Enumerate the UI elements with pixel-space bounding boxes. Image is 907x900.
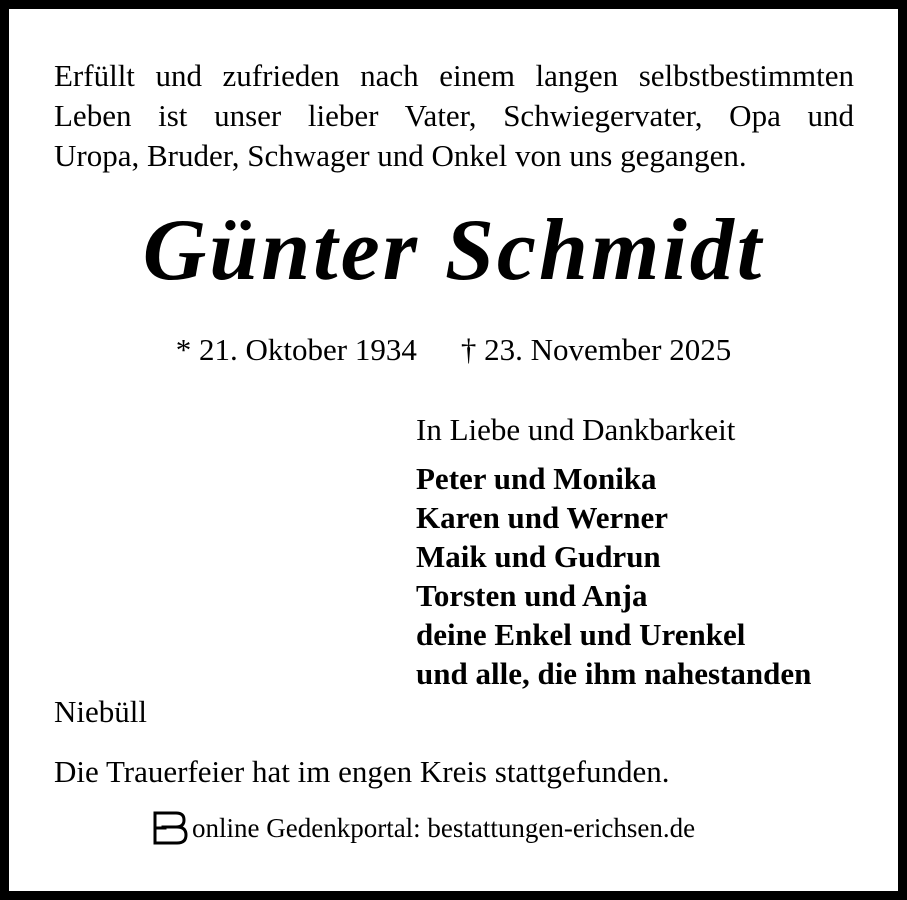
intro-line: Uropa, Bruder, Schwager und Onkel von uns gegangen.	[54, 138, 747, 173]
eb-logo-icon	[152, 810, 190, 846]
intro-line: Erfüllt und zufrieden nach einem langen selbstbestimmten	[54, 58, 854, 93]
mourner-entry: Karen und Werner	[416, 500, 669, 535]
memorial-portal	[152, 808, 695, 848]
mourner-entry: Peter und Monika	[416, 461, 657, 496]
intro-line: Leben ist unser lieber Vater, Schwiegervater, Opa und	[54, 98, 854, 133]
mourners-list	[416, 459, 811, 693]
intro-text	[54, 56, 854, 176]
life-dates	[0, 330, 907, 370]
death-date: † 23. November 2025	[460, 332, 732, 367]
mourner-entry: Torsten und Anja	[416, 578, 648, 613]
ceremony-note: Die Trauerfeier hat im engen Kreis stattgefunden.	[54, 754, 670, 789]
mourner-entry: deine Enkel und Urenkel	[416, 617, 746, 652]
place-name: Niebüll	[54, 694, 147, 729]
mourner-entry: Maik und Gudrun	[416, 539, 661, 574]
portal-text: online Gedenkportal: bestattungen-erichsen.de	[192, 813, 696, 843]
closing-phrase: In Liebe und Dankbarkeit	[416, 412, 736, 447]
birth-date: * 21. Oktober 1934	[175, 332, 417, 367]
deceased-name: Günter Schmidt	[142, 202, 765, 299]
mourner-entry: und alle, die ihm nahestanden	[416, 656, 812, 691]
